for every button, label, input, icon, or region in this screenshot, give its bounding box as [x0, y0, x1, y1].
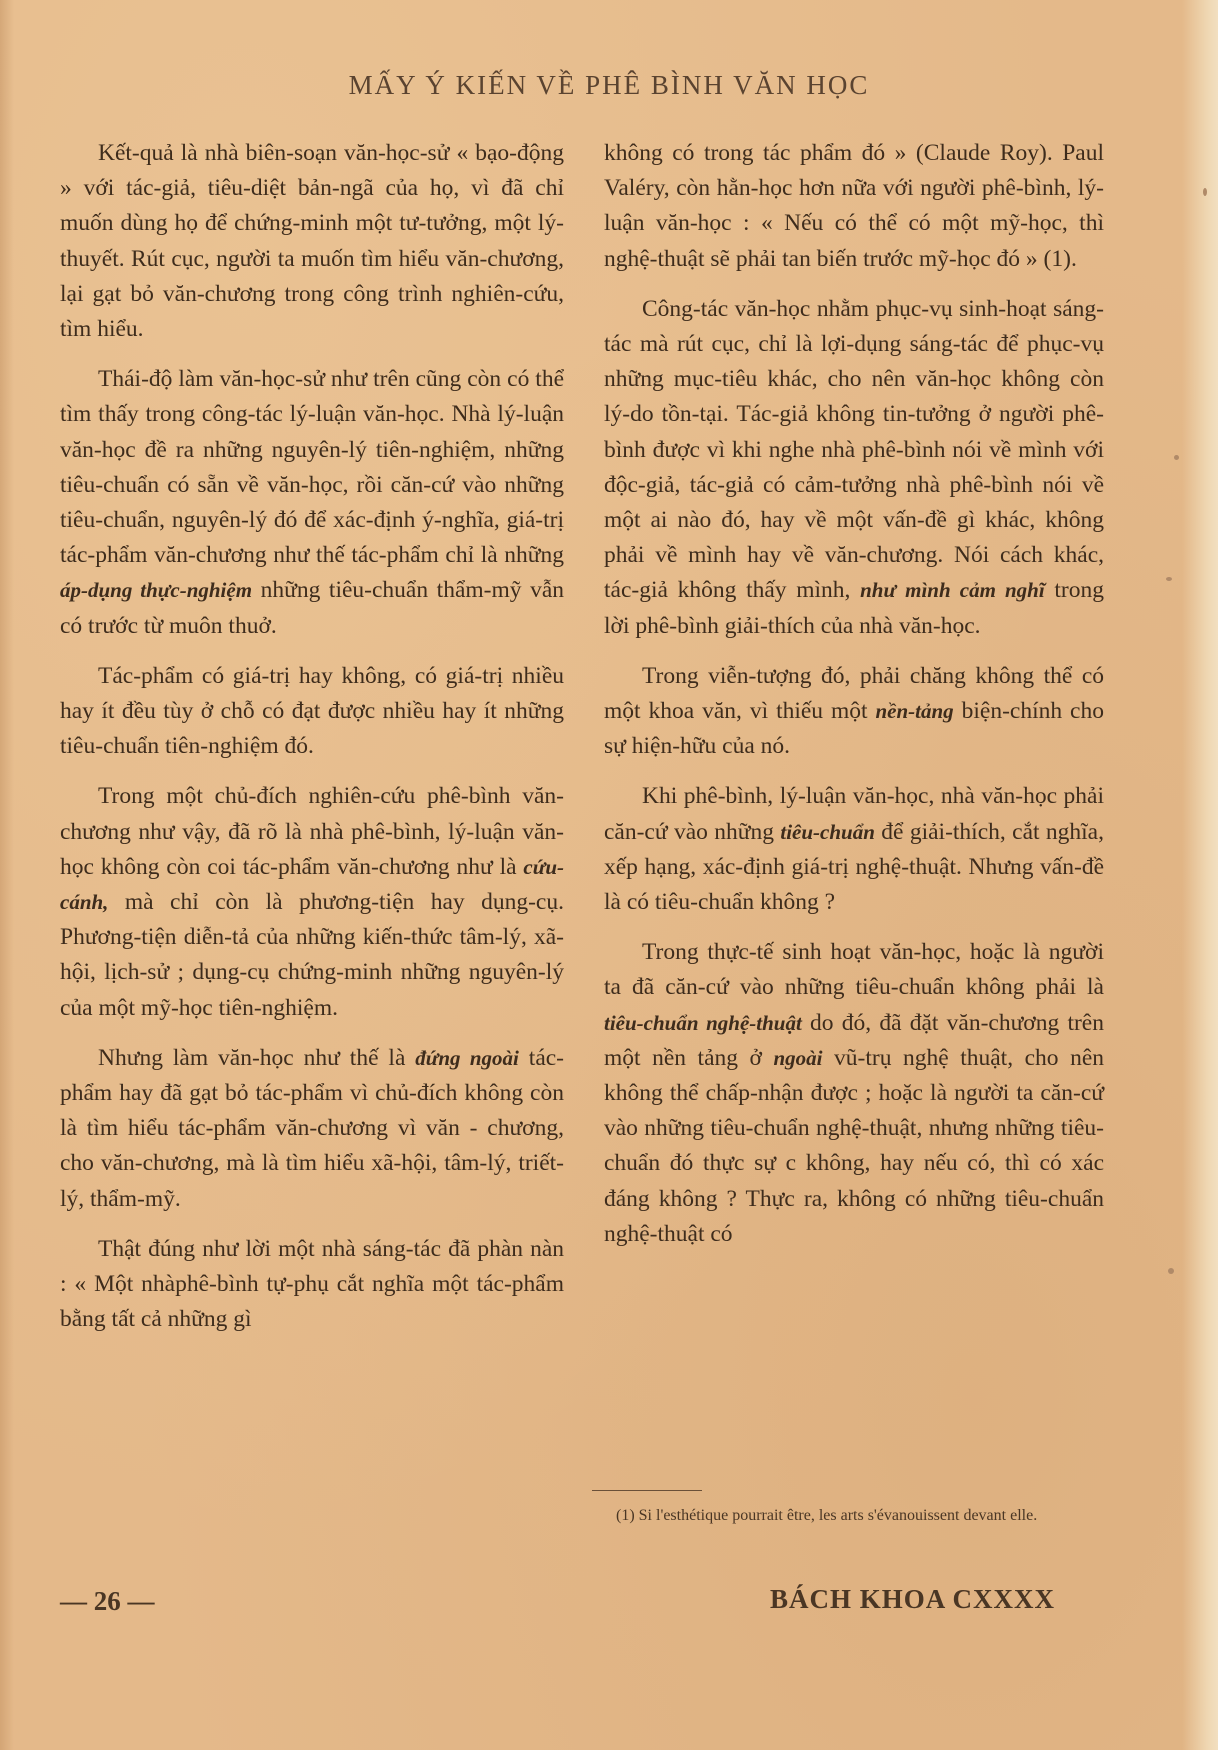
right-column [604, 136, 1104, 1267]
page-number: — 26 — [60, 1586, 155, 1616]
paragraph: Công-tác văn-học nhằm phục-vụ sinh-hoạt sáng-tác mà rút cục, chỉ là lợi-dụng sáng-tác để phục-vụ những mục-tiêu khác, cho nên văn-học không còn lý-do tồn-tại. Tác-giả không tin-tưởng ở người phê-bình được vì khi nghe nhà phê-bình nói về mình với độc-giả, tác-giả có cảm-tưởng nhà phê-bình nói về một ai nào đó, hay về một vấn-đề gì khác, không phải về mình hay về văn-chương. Nói cách khác, tác-giả không thấy mình, như mình cảm nghĩ trong lời phê-bình giải-thích của nhà văn-học. [604, 295, 1104, 639]
paper-speck [1166, 577, 1172, 581]
paper-speck [1168, 1268, 1174, 1274]
magazine-title: BÁCH KHOA CXXXX [770, 1584, 1056, 1614]
paragraph: Tác-phẩm có giá-trị hay không, có giá-trị nhiều hay ít đều tùy ở chỗ có đạt được nhiều hay ít những tiêu-chuẩn tiên-nghiệm đó. [60, 662, 564, 760]
left-column [60, 136, 564, 1353]
paragraph: Khi phê-bình, lý-luận văn-học, nhà văn-học phải căn-cứ vào những tiêu-chuẩn để giải-thích, cắt nghĩa, xếp hạng, xác-định giá-trị nghệ-thuật. Nhưng vấn-đề là có tiêu-chuẩn không ? [604, 783, 1104, 916]
page-shadow-left [0, 0, 14, 1750]
paper-speck [1203, 188, 1207, 196]
emphasis: cứu-cánh, [60, 854, 564, 915]
paragraph: Thật đúng như lời một nhà sáng-tác đã phàn nàn : « Một nhàphê-bình tự-phụ cắt nghĩa một tác-phẩm bằng tất cả những gì [60, 1235, 564, 1333]
running-head: MẤY Ý KIẾN VỀ PHÊ BÌNH VĂN HỌC [348, 70, 870, 100]
footnote: (1) Si l'esthétique pourrait être, les arts s'évanouissent devant elle. [616, 1507, 1038, 1524]
emphasis: tiêu-chuẩn [780, 819, 875, 844]
paragraph: Thái-độ làm văn-học-sử như trên cũng còn có thể tìm thấy trong công-tác lý-luận văn-học. Nhà lý-luận văn-học đề ra những nguyên-lý tiên-nghiệm, những tiêu-chuẩn có sẵn về văn-học, rồi căn-cứ vào những tiêu-chuẩn, nguyên-lý đó để xác-định ý-nghĩa, giá-trị tác-phẩm văn-chương như thế tác-phẩm chỉ là những áp-dụng thực-nghiệm những tiêu-chuẩn thẩm-mỹ vẫn có trước từ muôn thuở. [60, 366, 565, 639]
paragraph: Nhưng làm văn-học như thế là đứng ngoài tác-phẩm hay đã gạt bỏ tác-phẩm vì chủ-đích không còn là tìm hiểu tác-phẩm văn-chương vì văn - chương, cho văn-chương, mà là tìm hiểu xã-hội, tâm-lý, triết-lý, thẩm-mỹ. [60, 1044, 565, 1212]
emphasis: tiêu-chuẩn nghệ-thuật [604, 1010, 802, 1035]
footnote-rule [592, 1490, 702, 1491]
emphasis: nền-tảng [875, 699, 954, 724]
emphasis: áp-dụng thực-nghiệm [60, 578, 253, 603]
emphasis: ngoài [773, 1045, 823, 1070]
paragraph: Trong một chủ-đích nghiên-cứu phê-bình văn-chương như vậy, đã rõ là nhà phê-bình, lý-luận văn-học không còn coi tác-phẩm văn-chương như là cứu-cánh, mà chỉ còn là phương-tiện hay dụng-cụ. Phương-tiện diễn-tả của những kiến-thức tâm-lý, xã-hội, lịch-sử ; dụng-cụ chứng-minh những nguyên-lý của một mỹ-học tiên-nghiệm. [60, 783, 564, 1021]
paragraph: Kết-quả là nhà biên-soạn văn-học-sử « bạo-động » với tác-giả, tiêu-diệt bản-ngã của họ, vì đã chỉ muốn dùng họ để chứng-minh một tư-tưởng, một lý-thuyết. Rút cục, người ta muốn tìm hiểu văn-chương, lại gạt bỏ văn-chương trong công trình nghiên-cứu, tìm hiểu. [60, 140, 564, 343]
paragraph: Trong thực-tế sinh hoạt văn-học, hoặc là người ta đã căn-cứ vào những tiêu-chuẩn không phải là tiêu-chuẩn nghệ-thuật do đó, đã đặt văn-chương trên một nền tảng ở ngoài vũ-trụ nghệ thuật, cho nên không thể chấp-nhận được ; hoặc là người ta căn-cứ vào những tiêu-chuẩn nghệ-thuật, nhưng những tiêu-chuẩn đó thực sự c không, hay nếu có, thì có xác đáng không ? Thực ra, không có những tiêu-chuẩn nghệ-thuật có [604, 939, 1104, 1247]
paragraph: Trong viễn-tượng đó, phải chăng không thể có một khoa văn, vì thiếu một nền-tảng biện-chính cho sự hiện-hữu của nó. [604, 662, 1104, 760]
page-edge-right [1182, 0, 1218, 1750]
emphasis: đứng ngoài [415, 1045, 519, 1070]
paragraph: không có trong tác phẩm đó » (Claude Roy). Paul Valéry, còn hằn-học hơn nữa với người phê-bình, lý-luận văn-học : « Nếu có thể có một mỹ-học, thì nghệ-thuật sẽ phải tan biến trước mỹ-học đó » (1). [604, 140, 1104, 272]
paper-speck [1174, 455, 1179, 460]
emphasis: như mình cảm nghĩ [860, 578, 1045, 603]
